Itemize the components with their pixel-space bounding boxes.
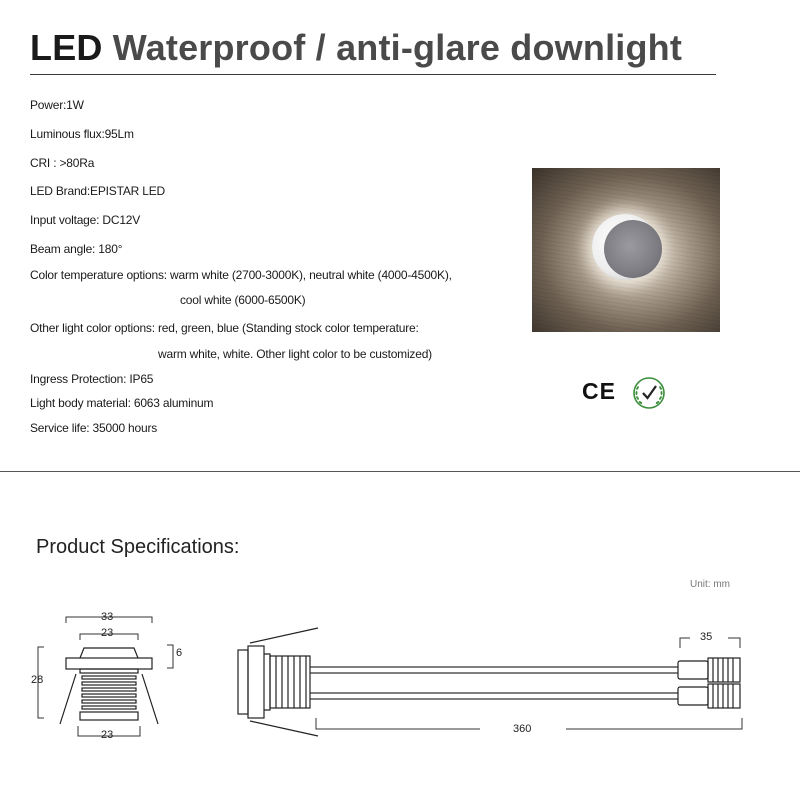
front-view-body <box>60 648 158 724</box>
dim-bottom-width: 23 <box>101 729 114 741</box>
side-view-dimension-lines <box>316 638 742 729</box>
title-accent: LED <box>30 27 103 68</box>
title-rest: Waterproof / anti-glare downlight <box>102 27 683 68</box>
dim-total-height: 28 <box>31 674 44 686</box>
dim-cable-length: 360 <box>513 723 532 735</box>
ce-mark-icon: CE <box>582 378 616 404</box>
spec-beam-angle: Beam angle: 180° <box>30 242 123 256</box>
spec-other-colors-line1: Other light color options: red, green, blue (Standing stock color temperature: <box>30 321 419 335</box>
dim-inner-width: 23 <box>101 627 114 639</box>
spec-color-temp-line1: Color temperature options: warm white (2700-3000K), neutral white (4000-4500K), <box>30 268 452 282</box>
connectors <box>678 658 740 708</box>
side-view-body <box>238 628 318 736</box>
dim-outer-width: 33 <box>101 611 114 623</box>
spec-led-brand: LED Brand:EPISTAR LED <box>30 184 165 198</box>
spec-input-voltage: Input voltage: DC12V <box>30 213 141 227</box>
cables <box>310 667 678 699</box>
spec-ingress: Ingress Protection: IP65 <box>30 372 154 386</box>
spec-power: Power:1W <box>30 98 84 112</box>
spec-luminous-flux: Luminous flux:95Lm <box>30 127 134 141</box>
spec-other-colors-line2: warm white, white. Other light color to be customized) <box>158 347 432 361</box>
unit-label: Unit: mm <box>690 579 730 590</box>
spec-body-material: Light body material: 6063 aluminum <box>30 396 214 410</box>
spec-service-life: Service life: 35000 hours <box>30 421 158 435</box>
product-specifications-heading: Product Specifications: <box>36 536 240 558</box>
spec-cri: CRI : >80Ra <box>30 156 95 170</box>
dim-connector-length: 35 <box>700 631 713 643</box>
spec-color-temp-line2: cool white (6000-6500K) <box>180 293 306 307</box>
dim-flange-height: 6 <box>176 647 183 659</box>
